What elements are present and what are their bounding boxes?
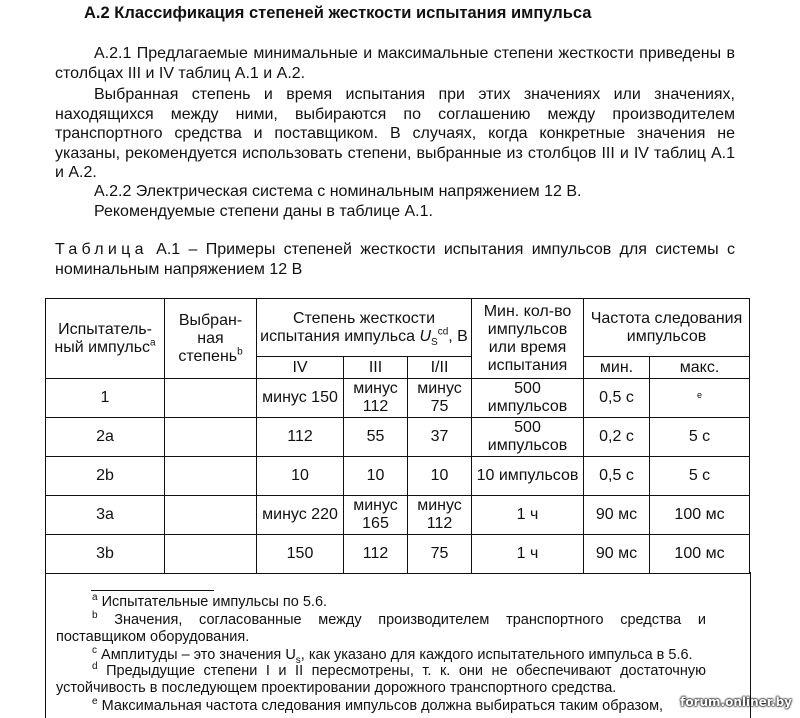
paragraph-selection [55, 85, 735, 183]
paragraph-recommended-text: Рекомендуемые степени даны в таблице А.1. [94, 203, 433, 220]
paragraph-selection-text: Выбранная степень и время испытания при этих значениях или значениях, находящихся между ними, выбираются по соглашению между производителем транспортного средства и поставщиком. В случаях, когда конкретные значения не указаны, рекомендуется использовать степени, выбранные из столбцов III и IV таблиц А.1 и А.2. [55, 86, 735, 182]
cell-pulse: 3b [46, 535, 165, 574]
header-col-iii: III [344, 357, 408, 379]
cell-iii: 55 [344, 418, 408, 457]
paragraph-a21 [55, 44, 735, 83]
cell-freq-max [650, 379, 750, 418]
header-chosen: Выбран-ная степень$^b$ [165, 299, 257, 379]
cell-pulse: 2b [46, 457, 165, 496]
cell-freq-min: 0,5 с [584, 379, 650, 418]
footnote-b: $^b$ Значения, согласованные между производителем транспортного средства и поставщиком оборудования. [56, 610, 706, 645]
cell-chosen [165, 535, 257, 574]
header-pulse: Испытатель-ный импульс$^a$ [46, 299, 165, 379]
severity-table [45, 298, 750, 574]
table-row [46, 457, 750, 496]
table-row [46, 379, 750, 418]
cell-pulse: 2а [46, 418, 165, 457]
footnote-a: $^a$ Испытательные импульсы по 5.6. [92, 592, 328, 610]
paragraph-a21-text: А.2.1 Предлагаемые минимальные и максимальные степени жесткости приведены в столбцах III и IV таблиц А.1 и А.2. [55, 45, 735, 82]
cell-pulse: 1 [46, 379, 165, 418]
cell-iii: минус 112 [344, 379, 408, 418]
header-frequency: Частота следования импульсов [584, 299, 750, 357]
cell-i-ii: 37 [408, 418, 472, 457]
site-watermark: forum.onliner.by [680, 695, 792, 709]
table-row [46, 496, 750, 535]
cell-freq-min: 90 мс [584, 535, 650, 574]
cell-min: 1 ч [472, 496, 584, 535]
footnote-e: $^e$ Максимальная частота следования импульсов должна выбираться таким образом, [92, 696, 664, 714]
footnote-ref-e: e [696, 390, 702, 401]
table-caption-label: Таблица [55, 241, 148, 258]
header-col-freq-max: макс. [650, 357, 750, 379]
header-col-freq-min: мин. [584, 357, 650, 379]
cell-freq-max: 100 мс [650, 535, 750, 574]
cell-chosen [165, 457, 257, 496]
cell-i-ii: 75 [408, 535, 472, 574]
table-row [46, 535, 750, 574]
cell-chosen [165, 418, 257, 457]
header-min: Мин. кол-во импульсов или время испытания [472, 299, 584, 379]
paragraph-a22 [55, 182, 735, 202]
cell-min: 10 импульсов [472, 457, 584, 496]
cell-min: 500 импульсов [472, 418, 584, 457]
cell-pulse: 3a [46, 496, 165, 535]
paragraph-recommended [55, 202, 735, 222]
footnote-c: $^c$ Амплитуды – это значения $U_s$, как указано для каждого испытательного импульса в 5.6. [92, 645, 693, 666]
cell-freq-min: 90 мс [584, 496, 650, 535]
cell-iii: минус 165 [344, 496, 408, 535]
cell-iv: 150 [257, 535, 344, 574]
cell-freq-max: 100 мс [650, 496, 750, 535]
cell-i-ii: минус 112 [408, 496, 472, 535]
header-col-i-ii: I/II [408, 357, 472, 379]
cell-i-ii: минус 75 [408, 379, 472, 418]
cell-min: 1 ч [472, 535, 584, 574]
cell-freq-min: 0,5 с [584, 457, 650, 496]
cell-chosen [165, 496, 257, 535]
section-heading: А.2 Классификация степеней жесткости испытания импульса [84, 4, 592, 22]
cell-iv: минус 150 [257, 379, 344, 418]
cell-chosen [165, 379, 257, 418]
footnote-divider [91, 590, 214, 591]
paragraph-a22-text: А.2.2 Электрическая система с номинальным напряжением 12 В. [94, 183, 582, 200]
footnote-d: $^d$ Предыдущие степени I и II пересмотрены, т. к. они не обеспечивают достаточную устойчивость в последующем проектировании дорожного транспортного средства. [56, 661, 706, 696]
header-severity: Степень жесткости испытания импульса $U_S^{cd}$, В [257, 299, 472, 357]
cell-iv: минус 220 [257, 496, 344, 535]
table-row [46, 418, 750, 457]
footnotes-block [45, 572, 751, 718]
header-col-iv: IV [257, 357, 344, 379]
cell-iii: 112 [344, 535, 408, 574]
cell-freq-max: 5 с [650, 418, 750, 457]
cell-freq-max: 5 с [650, 457, 750, 496]
cell-iv: 10 [257, 457, 344, 496]
table-header-row [46, 299, 750, 357]
table-caption [55, 240, 735, 279]
cell-min: 500 импульсов [472, 379, 584, 418]
table-caption-text: А.1 – Примеры степеней жесткости испытания импульсов для системы с номинальным напряжением 12 В [55, 241, 735, 278]
cell-iv: 112 [257, 418, 344, 457]
cell-freq-min: 0,2 с [584, 418, 650, 457]
cell-iii: 10 [344, 457, 408, 496]
cell-i-ii: 10 [408, 457, 472, 496]
